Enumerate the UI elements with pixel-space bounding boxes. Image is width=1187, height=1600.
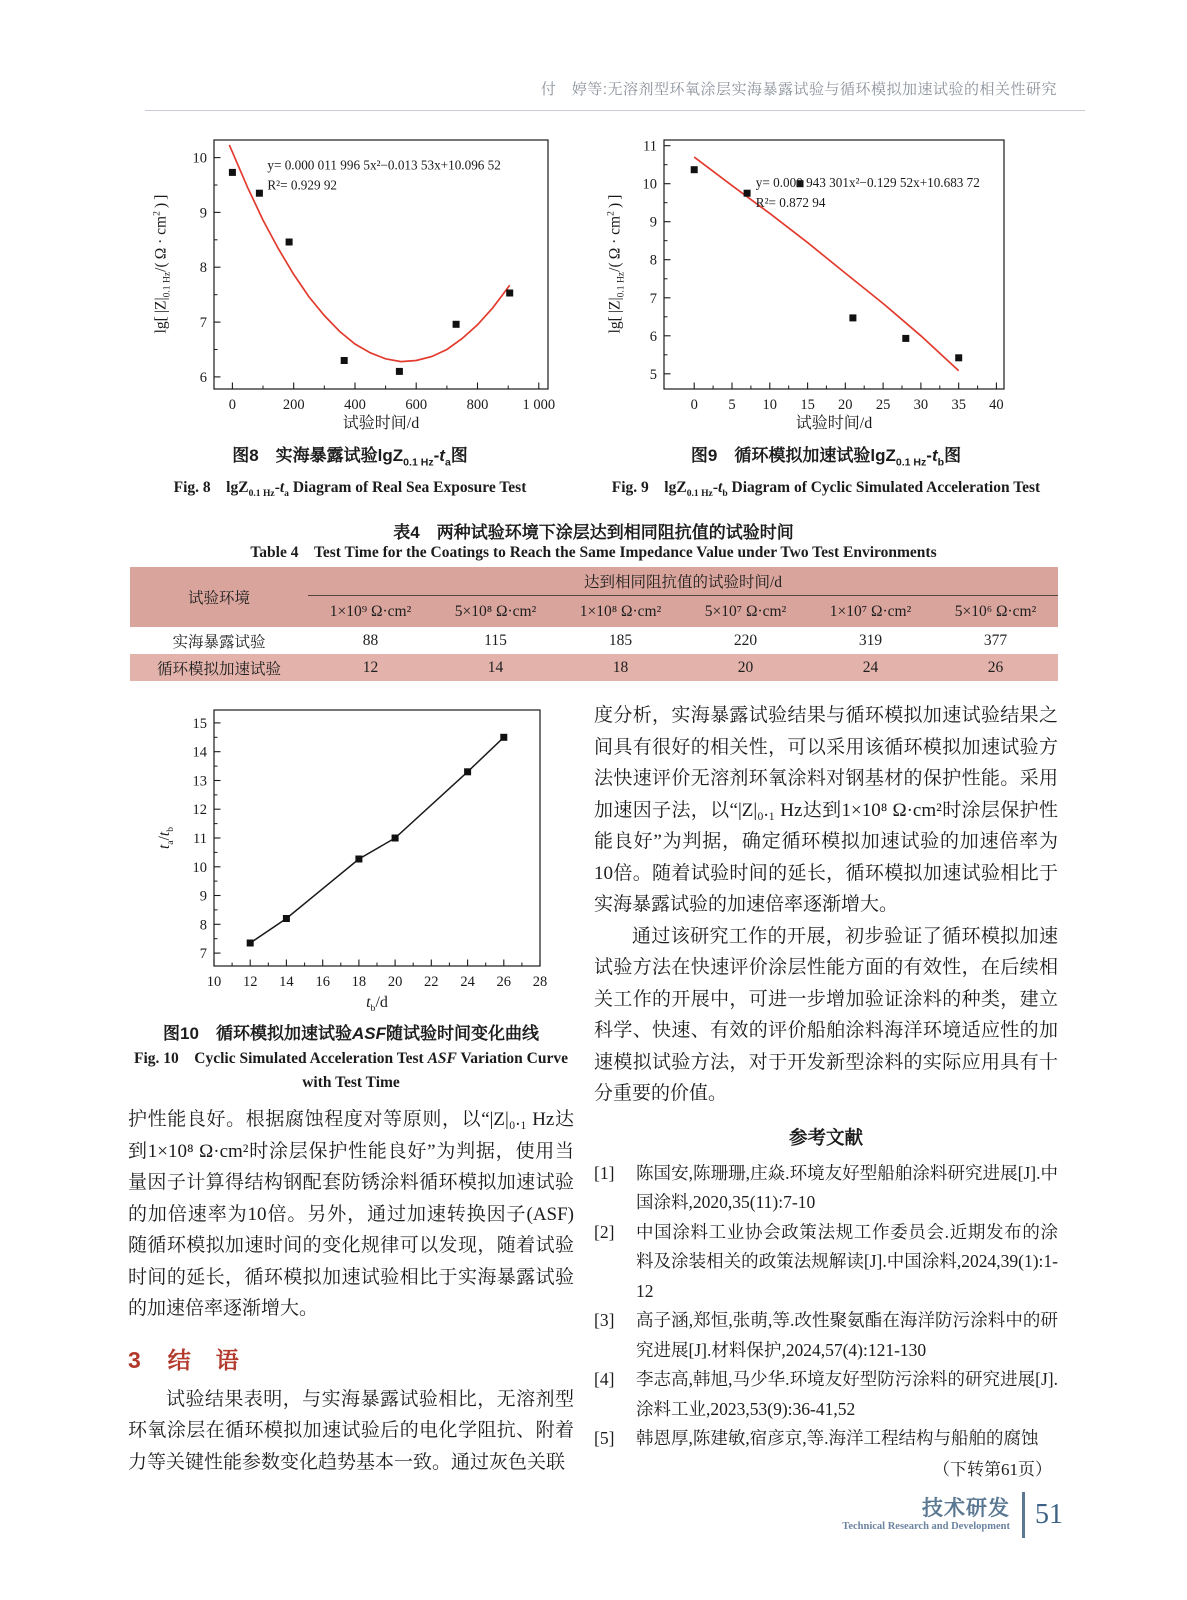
svg-text:12: 12 bbox=[242, 974, 258, 990]
section-heading bbox=[128, 1342, 574, 1375]
svg-text:40: 40 bbox=[989, 397, 1004, 413]
svg-text:14: 14 bbox=[279, 974, 294, 990]
footer-divider bbox=[1022, 1492, 1025, 1538]
svg-text:10: 10 bbox=[192, 150, 207, 167]
svg-text:16: 16 bbox=[315, 974, 330, 990]
table4-cell: 115 bbox=[433, 627, 558, 654]
fig9-plot bbox=[600, 130, 1020, 435]
paragraph: 护性能良好。根据腐蚀程度对等原则，以“|Z|₀.₁ Hz达到1×10⁸ Ω·cm²时涂层保护性能良好”为判据，使用当量因子计算得结构钢配套防锈涂料循环模拟加速试验的加倍速率为10倍。另外，通过加速转换因子(ASF)随循环模拟加速时间的变化规律可以发现，随着试验时间的延长，循环模拟加速试验相比于实海暴露试验的加速倍率逐渐增大。 bbox=[128, 1109, 574, 1319]
table4-cell: 18 bbox=[558, 654, 683, 681]
svg-text:7: 7 bbox=[199, 946, 207, 963]
references-title: 参考文献 bbox=[788, 1128, 863, 1149]
table4-group-header: 达到相同阻抗值的试验时间/d bbox=[308, 567, 1058, 596]
svg-text:13: 13 bbox=[192, 773, 207, 790]
svg-text:8: 8 bbox=[199, 260, 207, 277]
table4-env-header: 试验环境 bbox=[130, 567, 308, 627]
paragraph: 通过该研究工作的开展，初步验证了循环模拟加速试验方法在快速评价涂层性能方面的有效性，在后续相关工作的开展中，可进一步增加验证涂料的种类，建立科学、快速、有效的评价船舶涂料海洋环境适应性的加速模拟试验方法，对于开发新型涂料的实际应用具有十分重要的价值。 bbox=[594, 925, 1058, 1104]
reference-text: 陈国安,陈珊珊,庄焱.环境友好型船舶涂料研究进展[J].中国涂料,2020,35(11):7-10 bbox=[636, 1162, 1058, 1212]
fig10-chart bbox=[148, 698, 556, 1016]
left-column bbox=[128, 1020, 574, 1478]
svg-text:35: 35 bbox=[951, 397, 966, 413]
svg-text:9: 9 bbox=[199, 888, 207, 905]
svg-text:R²= 0.929 92: R²= 0.929 92 bbox=[267, 177, 338, 193]
table4 bbox=[130, 567, 1058, 681]
svg-text:0: 0 bbox=[690, 397, 698, 413]
paragraph: 试验结果表明，与实海暴露试验相比，无溶剂型环氧涂层在循环模拟加速试验后的电化学阻抗、附着力等关键性能参数变化趋势基本一致。通过灰色关联 bbox=[128, 1388, 574, 1473]
reference-text: 高子涵,郑恒,张萌,等.改性聚氨酯在海洋防污涂料中的研究进展[J].材料保护,2024,57(4):121-130 bbox=[636, 1310, 1058, 1360]
svg-text:22: 22 bbox=[424, 974, 439, 990]
svg-text:6: 6 bbox=[649, 328, 657, 345]
fig10-caption-zh: 图10 循环模拟加速试验ASF随试验时间变化曲线 bbox=[163, 1024, 539, 1043]
svg-text:1 000: 1 000 bbox=[522, 397, 556, 413]
svg-text:10: 10 bbox=[762, 397, 778, 413]
svg-text:y= 0.000 943 301x²−0.129 52x+1: y= 0.000 943 301x²−0.129 52x+10.683 72 bbox=[755, 174, 980, 190]
svg-text:6: 6 bbox=[199, 369, 207, 386]
svg-text:5: 5 bbox=[728, 397, 736, 413]
table4-unit-header: 1×10⁷ Ω·cm² bbox=[808, 596, 933, 628]
table4-cell: 185 bbox=[558, 627, 683, 654]
svg-text:20: 20 bbox=[838, 397, 853, 413]
svg-text:10: 10 bbox=[642, 176, 657, 193]
table4-cell: 88 bbox=[308, 627, 433, 654]
right-column bbox=[594, 700, 1058, 1485]
reference-number: [2] bbox=[594, 1221, 615, 1242]
svg-text:400: 400 bbox=[344, 397, 366, 413]
fig9-caption-zh: 图9 循环模拟加速试验$\lg Z_{0.1 Hz}-t_b$图 bbox=[690, 446, 962, 469]
reference-text: 韩恩厚,陈建敏,宿彦京,等.海洋工程结构与船舶的腐蚀 bbox=[636, 1428, 1039, 1448]
table4-cell: 12 bbox=[308, 654, 433, 681]
reference-number: [5] bbox=[594, 1428, 615, 1448]
fig8-chart bbox=[142, 130, 562, 435]
references-list bbox=[594, 1159, 1058, 1454]
svg-text:7: 7 bbox=[649, 290, 657, 307]
svg-text:11: 11 bbox=[193, 831, 207, 847]
svg-text:20: 20 bbox=[387, 974, 403, 990]
fig10-caption bbox=[128, 1020, 574, 1095]
svg-text:0: 0 bbox=[228, 397, 237, 413]
table4-unit-header: 1×10⁸ Ω·cm² bbox=[558, 596, 683, 628]
svg-text:R²= 0.872 94: R²= 0.872 94 bbox=[755, 194, 826, 210]
fig10-caption-en: Fig. 10 Cyclic Simulated Acceleration Test ASF Variation Curve with Test Time bbox=[133, 1050, 568, 1091]
fig8-caption-en: Fig. 8 $\lg Z_{0.1 Hz}-t_a$ Diagram of Real Sea Exposure Test bbox=[173, 479, 527, 500]
page-footer bbox=[842, 1492, 1063, 1538]
svg-text:y= 0.000 011 996 5x²−0.013 53x: y= 0.000 011 996 5x²−0.013 53x+10.096 52 bbox=[267, 157, 501, 173]
svg-text:24: 24 bbox=[460, 974, 475, 990]
svg-text:30: 30 bbox=[913, 397, 929, 413]
fig9-caption bbox=[594, 442, 1058, 506]
list-item bbox=[594, 1365, 1058, 1424]
footer-section-zh: 技术研发 bbox=[922, 1496, 1010, 1520]
fig8-caption-zh: 图8 实海暴露试验$\lg Z_{0.1 Hz}-t_a$图 bbox=[232, 446, 468, 469]
section-number: 3 bbox=[128, 1346, 142, 1373]
header-rule bbox=[145, 110, 1085, 111]
section-title: 结 语 bbox=[167, 1346, 240, 1373]
table4-row-label: 循环模拟加速试验 bbox=[130, 654, 308, 681]
page-number: 51 bbox=[1035, 1499, 1063, 1530]
svg-text:8: 8 bbox=[649, 252, 657, 269]
footer-section-en: Technical Research and Development bbox=[842, 1520, 1010, 1532]
svg-text:9: 9 bbox=[649, 214, 657, 231]
list-item bbox=[594, 1159, 1058, 1218]
fig8-plot bbox=[142, 130, 562, 435]
fig8-x-axis-label: 试验时间/d bbox=[342, 415, 420, 432]
svg-text:14: 14 bbox=[192, 744, 207, 761]
fig9-chart bbox=[600, 130, 1020, 435]
svg-text:8: 8 bbox=[199, 917, 207, 934]
footer-section bbox=[842, 1497, 1010, 1534]
reference-text: 李志高,韩旭,马少华.环境友好型防污涂料的研究进展[J].涂料工业,2023,53(9):36-41,52 bbox=[636, 1369, 1058, 1419]
table4-cell: 14 bbox=[433, 654, 558, 681]
fig9-x-axis-label: 试验时间/d bbox=[795, 415, 873, 432]
svg-text:7: 7 bbox=[199, 315, 207, 332]
table4-unit-header: 5×10⁶ Ω·cm² bbox=[933, 596, 1058, 628]
fig10-plot bbox=[148, 698, 556, 1016]
svg-text:18: 18 bbox=[351, 974, 367, 990]
svg-text:15: 15 bbox=[800, 397, 815, 413]
fig8-y-axis-label: lg[ $|Z|_{0.1 Hz}/$( $\Omega \cdot cm^2$ ) ] bbox=[151, 194, 173, 334]
table4-title-en: Table 4 Test Time for the Coatings to Reach the Same Impedance Value under Two Test Environments bbox=[250, 544, 937, 561]
table4-unit-header: 1×10⁹ Ω·cm² bbox=[308, 596, 433, 628]
continuation-note: （下转第61页） bbox=[933, 1459, 1052, 1479]
svg-text:600: 600 bbox=[405, 397, 428, 413]
table-row bbox=[130, 654, 1058, 681]
table4-cell: 24 bbox=[808, 654, 933, 681]
reference-number: [4] bbox=[594, 1369, 615, 1389]
table4-row-label: 实海暴露试验 bbox=[130, 627, 308, 654]
table4-unit-header: 5×10⁷ Ω·cm² bbox=[683, 596, 808, 628]
fig10-y-axis-label: $t_a/t_b$ bbox=[155, 827, 177, 849]
table4-cell: 26 bbox=[933, 654, 1058, 681]
svg-text:10: 10 bbox=[192, 859, 207, 876]
svg-text:12: 12 bbox=[192, 802, 207, 819]
paragraph: 度分析，实海暴露试验结果与循环模拟加速试验结果之间具有很好的相关性，可以采用该循环模拟加速试验方法快速评价无溶剂环氧涂料对钢基材的保护性能。采用加速因子法，以“|Z|₀.₁ Hz达到1×10⁸ Ω·cm²时涂层保护性能良好”为判据，确定循环模拟加速试验的加速倍率为10倍。随着试验时间的延长，循环模拟加速试验相比于实海暴露试验的加速倍率逐渐增大。 bbox=[594, 705, 1058, 915]
running-title: 付 婷等:无溶剂型环氧涂层实海暴露试验与循环模拟加速试验的相关性研究 bbox=[540, 81, 1057, 98]
svg-text:25: 25 bbox=[875, 397, 891, 413]
svg-text:9: 9 bbox=[199, 205, 207, 222]
list-item bbox=[594, 1218, 1058, 1307]
svg-text:10: 10 bbox=[206, 974, 222, 990]
svg-text:200: 200 bbox=[282, 397, 305, 413]
fig9-y-axis-label: lg[ $|Z|_{0.1 Hz}/$( $\Omega \cdot cm^2$ ) ] bbox=[605, 194, 627, 334]
table4-unit-header: 5×10⁸ Ω·cm² bbox=[433, 596, 558, 628]
svg-text:15: 15 bbox=[192, 715, 207, 732]
svg-text:5: 5 bbox=[649, 366, 657, 383]
svg-text:800: 800 bbox=[466, 397, 489, 413]
reference-text: 中国涂料工业协会政策法规工作委员会.近期发布的涂料及涂装相关的政策法规解读[J].中国涂料,2024,39(1):1-12 bbox=[636, 1221, 1058, 1301]
fig8-caption bbox=[130, 442, 570, 506]
fig9-caption-en: Fig. 9 $\lg Z_{0.1 Hz}-t_b$ Diagram of Cyclic Simulated Acceleration Test bbox=[611, 479, 1041, 500]
table4-cell: 377 bbox=[933, 627, 1058, 654]
table4-cell: 20 bbox=[683, 654, 808, 681]
list-item bbox=[594, 1306, 1058, 1365]
table4-title-zh: 表4 两种试验环境下涂层达到相同阻抗值的试验时间 bbox=[393, 523, 794, 542]
reference-number: [1] bbox=[594, 1162, 615, 1183]
table-row bbox=[130, 627, 1058, 654]
list-item bbox=[594, 1424, 1058, 1454]
svg-text:11: 11 bbox=[643, 138, 657, 155]
svg-text:26: 26 bbox=[496, 974, 512, 990]
reference-number: [3] bbox=[594, 1310, 615, 1330]
table4-cell: 319 bbox=[808, 627, 933, 654]
svg-text:28: 28 bbox=[532, 974, 548, 990]
fig10-x-axis-label: $t_b/d$ bbox=[366, 993, 388, 1014]
table4-cell: 220 bbox=[683, 627, 808, 654]
